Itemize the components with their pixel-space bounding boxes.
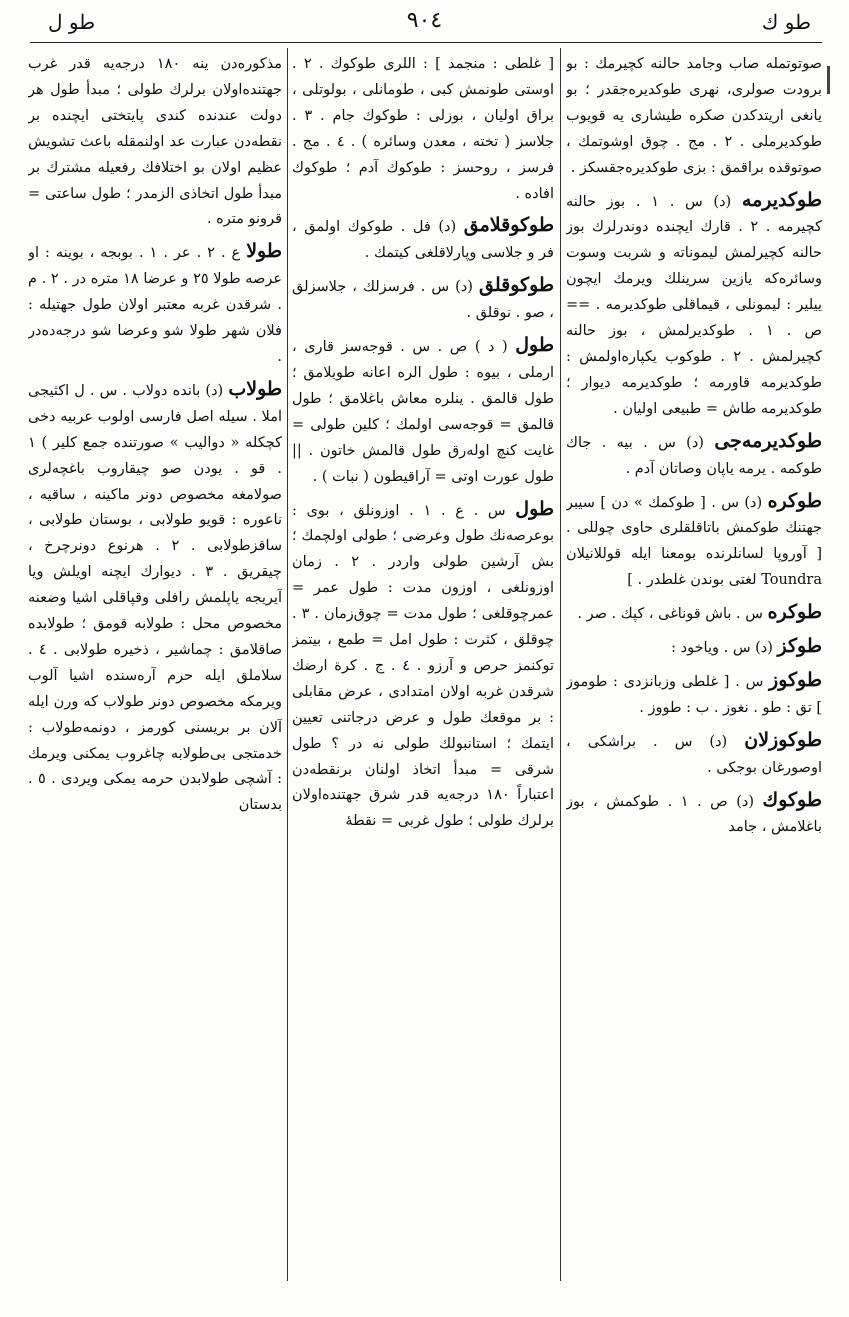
entry-headword: طوكوقلق — [478, 274, 554, 297]
entry-definition: (د) س . [ طوكمك » دن ] سيبر جهتنك طوكمش باتاقلقلری حاوی چوللی . [ آوروپا لسانلرنده بومعنا ايله قوللانيلان Toundra لغتی بوندن غلطدر . ] — [566, 494, 822, 589]
column-divider-left — [287, 48, 288, 1281]
dictionary-entry — [292, 213, 554, 267]
dictionary-entry — [292, 52, 554, 207]
entry-definition: (د) س . وياخود : — [671, 640, 773, 657]
dictionary-entry — [28, 377, 282, 819]
column-right — [566, 52, 822, 1279]
entry-definition: [ غلطی : منجمد ] : اللری طوكوك . ٢ . اوستی طونمش كبی ، طومانلی ، بولوتلی ، براق اوليان ، بوزلی : طوكوك جام . ٣ . جلاسز ( تخته ، معدن وسائره ) . ٤ . مج . فرسز ، روحسز : طوكوك آدم ؛ طوكوك افاده . — [292, 56, 554, 202]
dictionary-entry — [566, 728, 822, 782]
entry-headword: طولاب — [228, 377, 282, 400]
entry-headword: طوكوك — [762, 788, 822, 811]
entry-headword: طولا — [246, 240, 282, 263]
entry-headword: طوكوزلان — [744, 728, 822, 751]
dictionary-entry — [566, 489, 822, 595]
entry-headword: طوكز — [777, 635, 822, 658]
entry-definition: (د) س . براشكی ، اوصورغان بوجكی . — [566, 733, 822, 776]
dictionary-entry — [566, 788, 822, 842]
entry-headword: طوكوز — [769, 668, 822, 691]
entry-definition: (د) فل . طوكوك اولمق ، فر و جلاسی وپارلاقلغی كيتمك . — [292, 219, 554, 262]
dictionary-entry — [28, 239, 282, 371]
dictionary-entry — [28, 52, 282, 233]
dictionary-entry — [292, 333, 554, 490]
dictionary-entry — [292, 273, 554, 327]
entry-definition: ( د ) ص . س . قوجه‌سز قاری ، ارملی ، بيوه : طول الره اعانه طوبلامق ؛ طول قالمق . ينلره معاش باغلامق ؛ طول قالمق = قوجه‌سی اولمك ؛ كلين طولی = غايت كنچ اوله‌رق طول قالمش خاتون . || طول عورت اوتی = آراقيطون ( نبات ) . — [292, 339, 554, 485]
page-number: ٩٠٤ — [406, 8, 443, 33]
entry-definition: (د) س . بيه . جاك طوكمه . يرمه ياپان وصاتان آدم . — [566, 434, 822, 477]
entry-definition: ع . ٢ . عر . ١ . بوبجه ، بوينه : او عرصه طولا ٢٥ و عرضا ١٨ متره در . ٢ . م . شرقدن غربه معتبر اولان طول جهتيله : فلان شهر طولا شو وعرضا شو درجه‌ده‌در . — [28, 245, 282, 365]
dictionary-entry — [292, 497, 554, 836]
entry-definition: س . باش قوناغی ، كپك . صر . — [577, 606, 763, 623]
dictionary-entry — [566, 600, 822, 628]
header-running-title-left: طو ل — [48, 10, 96, 34]
dictionary-entry — [566, 634, 822, 662]
column-middle — [292, 52, 554, 1279]
entry-headword: طوكديرمه — [741, 188, 822, 211]
entry-headword: طوكره — [767, 489, 822, 512]
entry-definition: س . ع . ١ . اوزونلق ، بوی : بوعرصه‌نك طول وعرضی ؛ طولی اولچمك ؛ بش آرشين طولی واردر . ٢ . زمان اوزونلغی ، اوزون مدت : طول عمر = عمرچوقلغی ؛ طول مدت = چوق‌زمان . ٣ . چوقلق ، كثرت : طول امل = طمع ، بيتمز توكنمز حرص و آرزو . ٤ . ج . كرة ارضك شرقدن غربه اولان امتدادی ، عرض مقابلی : بر موقعك طول و عرض درجاتنی تعيين ايتمك ؛ استانبولك طولی نه در ؟ طول شرقی = مبدأ اتخاذ اولنان برنقطه‌دن اعتباراً ١٨٠ درجه‌يه قدر شرق جهتنده‌اولان برلرك طولی ؛ طول غربی = نقطهٔ — [292, 502, 554, 830]
header-rule — [30, 42, 822, 43]
header-running-title-right: طو ك — [761, 10, 811, 34]
entry-definition: مذكوره‌دن ينه ١٨٠ درجه‌يه قدر غرب جهتنده‌اولان برلرك طولی ؛ مبدأ طول هر دولت عندنده كندی پايتختی ايچنده بر نقطه‌دن عبارت عد اولنمقله باعث تشويش عظيم اولان بو اختلافك رفعيله مشترك بر مبدأ طول اتخاذی الزمدر ؛ طول ساعتی = قرونو متره . — [28, 56, 282, 228]
entry-definition: س . [ غلطی وزبانزدی : طوموز ] تق : طو . نغوز . ب : طووز . — [566, 673, 822, 716]
dictionary-entry — [566, 668, 822, 722]
entry-definition: (د) ص . ١ . طوكمش ، بوز باغلامش ، جامد — [566, 793, 822, 836]
entry-headword: طول — [515, 497, 554, 520]
entry-definition: (د) س . ١ . بوز حالنه كچيرمه . ٢ . قارك ايچنده دوندرلرك بوز حالنه كچيرلمش ليموناته و شربت وسوت وسائره‌كه يازين سرينلك ويرمك ايچون ييلير : ليمونلی ، قيماقلی طوكديرمه . == ص . ١ . طوكديرلمش ، بوز حالنه كچيرلمش . ٢ . طوكوب يكپاره‌اولمش : طوكديرمه قاورمه ؛ طوكديرمه ديوار ؛ طوكديرمه طاش = طبيعی اوليان . — [566, 193, 822, 417]
column-divider-right — [560, 48, 561, 1281]
margin-mark — [827, 66, 830, 94]
page-header — [28, 8, 821, 38]
entry-definition: (د) بانده دولاب . س . ل اكثيجی املا . سيله اصل فارسی اولوب عربيه دخی كچكله « دواليب » صورتنده جمع كلير ) ١ . قو . يودن صو چيقاروب باغچه‌لری صولامغه مخصوص دونر ماكينه ، ساقيه ، ناعوره : قويو طولابی ، بوستان طولابی ، ساقزطولابی . ٢ . هرنوع دونرچرخ ، چيقريق . ٣ . ديوارك ايچنه اويلش ويا آيريجه ياپلمش رافلی وقپاقلی اشيا وضعنه مخصوص محل : طولابه قومق ؛ طولابده صاقلامق : چماشير ، ذخيره طولابی . ٤ . سلاملق ايله حرم آره‌سنده اشيا آلوب ويرمكه مخصوص دونر طولاب كه ورن ايله آلان بر بريسنی كورمز ، دونمه‌طولاب : خدمتجی بی‌طولابه چاغروب يمكنی ويرمك : آشچی طولابدن حرمه يمكی ويردی . ٥ . بدستان — [28, 382, 282, 814]
entry-headword: طوكديرمه‌جی — [714, 429, 822, 452]
dictionary-entry — [566, 188, 822, 423]
entry-headword: طول — [515, 334, 554, 357]
entry-definition: صوتوتمله صاب وجامد حالنه كچيرمك : بو برودت صولری، نهری طوكديره‌جقدر ؛ بو يانغی اريتدكدن صكره طيشاری يه قويوب طوكديرملی . ٢ . مج . چوق اوشوتمك ، صوتوقده براقمق : بزی طوكديره‌جقسكز . — [566, 56, 822, 176]
entry-definition: (د) س . فرسزلك ، جلاسزلق ، صو . نوقلق . — [292, 279, 554, 322]
entry-headword: طوكره — [767, 601, 822, 624]
dictionary-entry — [566, 429, 822, 483]
column-left — [28, 52, 282, 1279]
dictionary-entry — [566, 52, 822, 182]
entry-headword: طوكوقلامق — [463, 214, 554, 237]
